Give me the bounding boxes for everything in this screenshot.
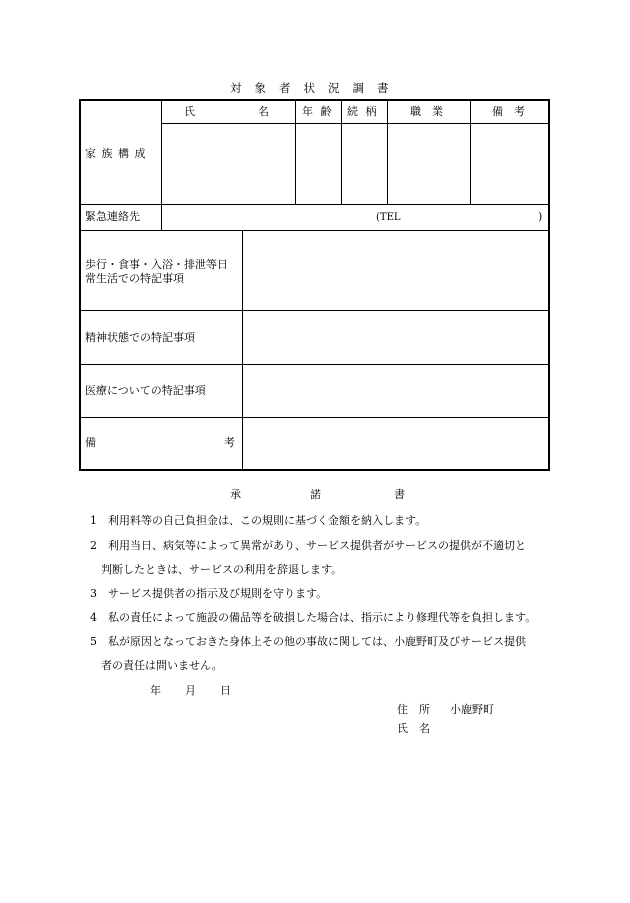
remarks-label-right: 考: [224, 436, 235, 449]
address-value: 小鹿野町: [450, 703, 494, 716]
header-relation: 続 柄: [347, 105, 379, 118]
family-label: 家 族 構 成: [85, 147, 147, 160]
header-name-left: 氏: [184, 105, 195, 118]
name-label: 氏 名: [397, 722, 430, 735]
survey-table: [79, 99, 550, 471]
column-divider: [387, 100, 388, 204]
column-divider: [295, 100, 296, 204]
mental-state-label: 精神状態での特記事項: [85, 331, 195, 344]
row-divider: [80, 230, 549, 231]
header-name-right: 名: [258, 105, 269, 118]
date-year: 年: [150, 684, 161, 697]
consent-item: 3 サービス提供者の指示及び規則を守ります。: [90, 587, 328, 600]
address-label: 住 所: [397, 703, 430, 716]
date-month: 月: [185, 684, 196, 697]
header-occupation: 職 業: [410, 105, 443, 118]
consent-title-char: 承: [230, 488, 241, 501]
row-divider: [80, 417, 549, 418]
family-header-divider: [161, 123, 549, 124]
notes-column-divider: [242, 230, 243, 470]
daily-life-label-line1: 歩行・食事・入浴・排泄等日: [85, 258, 228, 271]
consent-item: 2 利用当日、病気等によって異常があり、サービス提供者がサービスの提供が不適切と: [90, 539, 526, 552]
survey-title: 対象者状況調書: [230, 81, 402, 95]
label-column-divider: [161, 100, 162, 230]
consent-item: 4 私の責任によって施設の備品等を破損した場合は、指示により修理代等を負担します。: [90, 611, 537, 624]
emergency-label: 緊急連絡先: [85, 210, 140, 223]
consent-item: 者の責任は問いません。: [90, 659, 223, 672]
tel-close: ): [538, 210, 543, 223]
consent-title-char: 諾: [310, 488, 321, 501]
remarks-label-left: 備: [85, 436, 96, 449]
row-divider: [80, 364, 549, 365]
header-remarks: 備 考: [492, 105, 525, 118]
row-divider: [80, 204, 549, 205]
consent-title-char: 書: [394, 488, 405, 501]
row-divider: [80, 310, 549, 311]
date-day: 日: [220, 684, 231, 697]
daily-life-label-line2: 常生活での特記事項: [85, 272, 184, 285]
tel-open: (TEL: [376, 212, 401, 223]
column-divider: [341, 100, 342, 204]
consent-item: 判断したときは、サービスの利用を辞退します。: [90, 563, 343, 576]
header-age: 年 齢: [302, 105, 334, 118]
column-divider: [470, 100, 471, 204]
medical-label: 医療についての特記事項: [85, 384, 206, 397]
consent-item: 1 利用料等の自己負担金は、この規則に基づく金額を納入します。: [90, 514, 427, 527]
consent-item: 5 私が原因となっておきた身体上その他の事故に関しては、小鹿野町及びサービス提供: [90, 635, 526, 648]
